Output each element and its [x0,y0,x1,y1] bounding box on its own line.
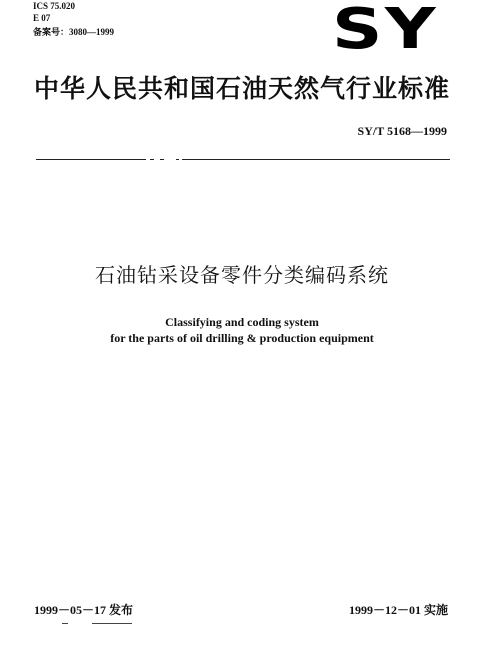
document-title-english-line1: Classifying and coding system [165,315,319,329]
issue-date: 1999－05－17 发布 [34,603,134,617]
document-title-english-line2: for the parts of oil drilling & production equipment [110,331,374,345]
header-divider-dot [176,159,179,160]
header-divider [36,159,450,160]
sy-logo: SY [332,0,439,62]
footer-rule-segment [62,623,68,624]
implementation-date: 1999－12－01 实施 [348,603,448,617]
document-title-chinese: 石油钻采设备零件分类编码系统 [95,263,389,287]
record-number: 备案号：3080—1999 [33,27,115,37]
classification-code: E 07 [33,13,51,23]
footer-rule-segment [92,623,132,624]
header-divider-dot [160,159,164,160]
header-divider-dot [150,159,154,160]
standard-number: SY/T 5168—1999 [357,124,447,138]
standard-header-title: 中华人民共和国石油天然气行业标准 [33,74,450,103]
ics-code: ICS 75.020 [33,1,76,11]
